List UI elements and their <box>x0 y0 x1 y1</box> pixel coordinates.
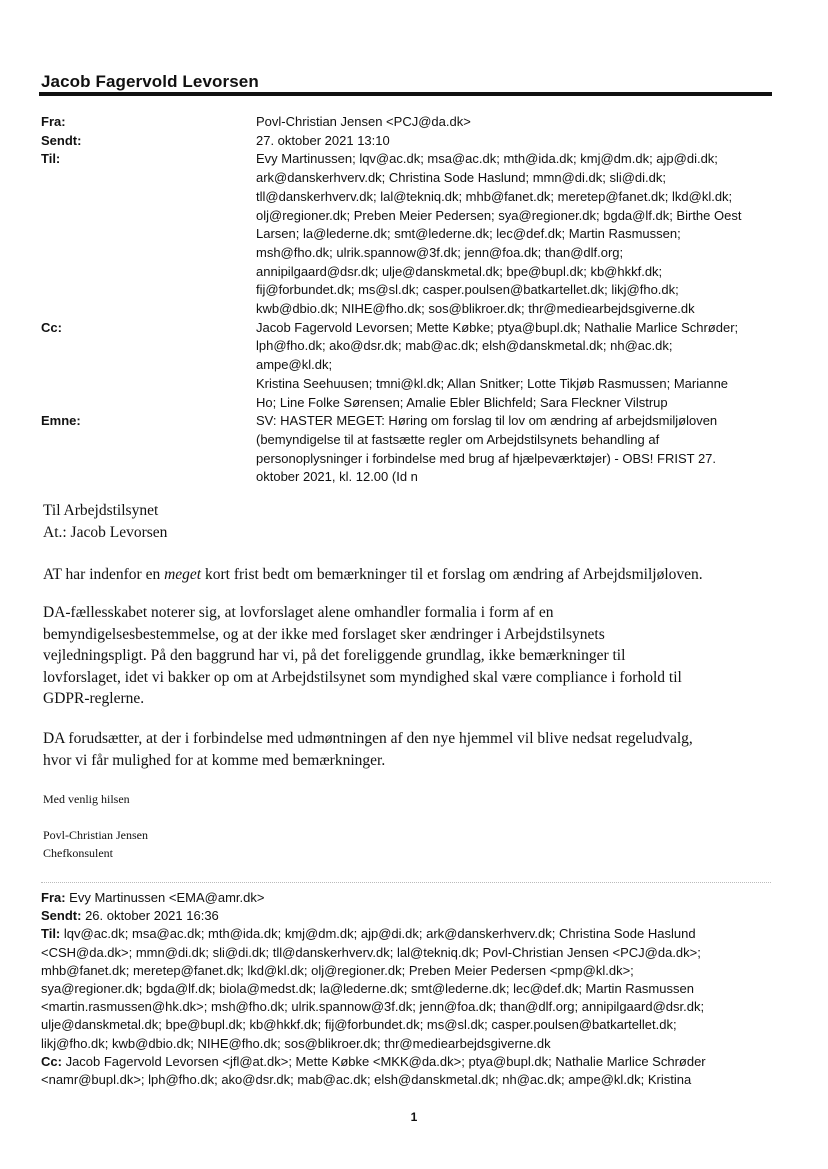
subject-line: oktober 2021, kl. 12.00 (Id n <box>256 469 418 485</box>
fwd-from-label: Fra: <box>41 890 66 905</box>
email-header <box>41 113 781 487</box>
cc-line: lph@fho.dk; ako@dsr.dk; mab@ac.dk; elsh@danskmetal.dk; nh@ac.dk; ampe@kl.dk; <box>256 338 673 373</box>
to-line: annipilgaard@dsr.dk; ulje@danskmetal.dk; bpe@bupl.dk; kb@hkkf.dk; <box>256 263 663 279</box>
greeting-recipient: Til Arbejdstilsynet <box>43 502 159 519</box>
fwd-to-row <box>41 925 781 943</box>
to-label: Til: <box>41 151 61 167</box>
forwarded-header <box>41 889 781 1089</box>
fwd-sent-label: Sendt: <box>41 908 82 924</box>
greeting-attention: At.: Jacob Levorsen <box>43 523 168 541</box>
p3-line: hvor vi får mulighed for at komme med bemærkninger. <box>43 751 386 769</box>
fwd-to-label: Til: <box>41 926 61 942</box>
to-line: Larsen; la@lederne.dk; smt@lederne.dk; lec@def.dk; Martin Rasmussen; <box>256 226 681 242</box>
cc-line: Ho; Line Folke Sørensen; Amalie Ebler Blichfeld; Sara Fleckner Vilstrup <box>256 394 668 410</box>
subject-row <box>41 412 781 487</box>
paragraph-1 <box>43 564 773 586</box>
page-number: 1 <box>410 1110 418 1124</box>
subject-label: Emne: <box>41 413 81 429</box>
paragraph-2 <box>43 602 773 710</box>
fwd-to-line: likj@fho.dk; kwb@dbio.dk; NIHE@fho.dk; sos@blikroer.dk; thr@mediearbejdsgiverne.dk <box>41 1035 551 1051</box>
fwd-from-value: Evy Martinussen <EMA@amr.dk> <box>65 890 265 905</box>
to-value <box>256 150 746 318</box>
to-line: tll@danskerhverv.dk; lal@tekniq.dk; mhb@fanet.dk; meretep@fanet.dk; lkd@kl.dk; <box>256 188 733 204</box>
cc-value <box>256 319 746 413</box>
fwd-to-first: lqv@ac.dk; msa@ac.dk; mth@ida.dk; kmj@dm.dk; ajp@di.dk; ark@danskerhverv.dk; Christina Sode Haslund <box>60 926 696 942</box>
p2-line: DA-fællesskabet noterer sig, at lovforslaget alene omhandler formalia i form af en <box>43 604 554 621</box>
to-line: olj@regioner.dk; Preben Meier Pedersen; sya@regioner.dk; bgda@lf.dk; Birthe Oest <box>256 207 742 223</box>
cc-line: Jacob Fagervold Levorsen; Mette Købke; ptya@bupl.dk; Nathalie Marlice Schrøder; <box>256 319 739 335</box>
subject-line: personoplysninger i forbindelse med brug af hjælpeværktøjer) - OBS! FRIST 27. <box>256 450 717 466</box>
fwd-cc-row <box>41 1053 781 1071</box>
fwd-from-row <box>41 889 781 907</box>
from-label: Fra: <box>41 114 66 129</box>
p2-line: GDPR-reglerne. <box>43 690 145 708</box>
subject-line: (bemyndigelse til at fastsætte regler om Arbejdstilsynets behandling af <box>256 431 660 447</box>
greeting <box>43 500 773 543</box>
from-value: Povl-Christian Jensen <PCJ@da.dk> <box>256 114 471 129</box>
fwd-cc-first: Jacob Fagervold Levorsen <jfl@at.dk>; Mette Købke <MKK@da.dk>; ptya@bupl.dk; Nathalie Marlice Schrøder <box>61 1053 706 1069</box>
fwd-to-line: <martin.rasmussen@hk.dk>; msh@fho.dk; ulrik.spannow@3f.dk; jenn@foa.dk; than@dlf.org; annipilgaard@dsr.dk; <box>41 999 705 1015</box>
fwd-to-line: <CSH@da.dk>; mmn@di.dk; sli@di.dk; tll@danskerhverv.dk; lal@tekniq.dk; Povl-Christian Jensen <PCJ@da.dk>; <box>41 944 701 960</box>
fwd-to-line: mhb@fanet.dk; meretep@fanet.dk; lkd@kl.dk; olj@regioner.dk; Preben Meier Pedersen <pmp@kl.dk>; <box>41 962 634 978</box>
p2-line: vejledningspligt. På den baggrund har vi, på det foreliggende grundlag, ikke bemærkninger til <box>43 647 626 665</box>
paragraph-3 <box>43 728 773 771</box>
signature-title: Chefkonsulent <box>43 846 113 860</box>
sent-label: Sendt: <box>41 132 82 148</box>
to-row <box>41 150 781 318</box>
to-line: Evy Martinussen; lqv@ac.dk; msa@ac.dk; mth@ida.dk; kmj@dm.dk; ajp@di.dk; <box>256 151 718 167</box>
fwd-sent-value: 26. oktober 2021 16:36 <box>81 908 219 924</box>
mailbox-owner-name: Jacob Fagervold Levorsen <box>41 72 259 91</box>
p1-text-start: AT har indenfor en <box>43 566 165 583</box>
to-line: kwb@dbio.dk; NIHE@fho.dk; sos@blikroer.dk; thr@mediearbejdsgiverne.dk <box>256 301 695 317</box>
cc-row <box>41 319 781 413</box>
fwd-to-line: ulje@danskmetal.dk; bpe@bupl.dk; kb@hkkf.dk; fij@forbundet.dk; ms@sl.dk; casper.poulsen@batkartellet.dk; <box>41 1017 677 1033</box>
subject-value <box>256 412 746 487</box>
to-line: msh@fho.dk; ulrik.spannow@3f.dk; jenn@foa.dk; than@dlf.org; <box>256 244 624 260</box>
p2-line: bemyndigelsesbestemmelse, og at der ikke med forslaget sker ændringer i Arbejdstilsynets <box>43 625 605 643</box>
to-line: fij@forbundet.dk; ms@sl.dk; casper.poulsen@batkartellet.dk; likj@fho.dk; <box>256 282 679 298</box>
fwd-sent-row <box>41 907 781 925</box>
to-line: ark@danskerhverv.dk; Christina Sode Haslund; mmn@di.dk; sli@di.dk; <box>256 170 667 186</box>
sent-row <box>41 132 781 151</box>
signature <box>43 826 148 862</box>
p2-line: lovforslaget, idet vi bakker op om at Arbejdstilsynet som myndighed skal være compliance i forhold til <box>43 668 682 686</box>
forward-separator <box>41 882 771 883</box>
p1-emphasis: meget <box>164 566 202 583</box>
cc-label: Cc: <box>41 319 62 335</box>
fwd-cc-label: Cc: <box>41 1053 62 1069</box>
signature-name: Povl-Christian Jensen <box>43 828 148 842</box>
header-divider <box>39 92 772 96</box>
subject-line: SV: HASTER MEGET: Høring om forslag til lov om ændring af arbejdsmiljøloven <box>256 413 718 429</box>
p1-text-end: kort frist bedt om bemærkninger til et forslag om ændring af Arbejdsmiljøloven. <box>201 566 703 583</box>
p3-line: DA forudsætter, at der i forbindelse med udmøntningen af den nye hjemmel vil blive nedsat regeludvalg, <box>43 730 693 747</box>
sent-value: 27. oktober 2021 13:10 <box>256 132 390 148</box>
closing: Med venlig hilsen <box>43 792 130 806</box>
cc-line: Kristina Seehuusen; tmni@kl.dk; Allan Snitker; Lotte Tikjøb Rasmussen; Marianne <box>256 375 729 391</box>
from-row <box>41 113 781 132</box>
fwd-to-line: sya@regioner.dk; bgda@lf.dk; biola@medst.dk; la@lederne.dk; smt@lederne.dk; lec@def.dk; Martin Rasmussen <box>41 981 694 997</box>
fwd-cc-line: <namr@bupl.dk>; lph@fho.dk; ako@dsr.dk; mab@ac.dk; elsh@danskmetal.dk; nh@ac.dk; ampe@kl.dk; Kristina <box>41 1072 692 1088</box>
